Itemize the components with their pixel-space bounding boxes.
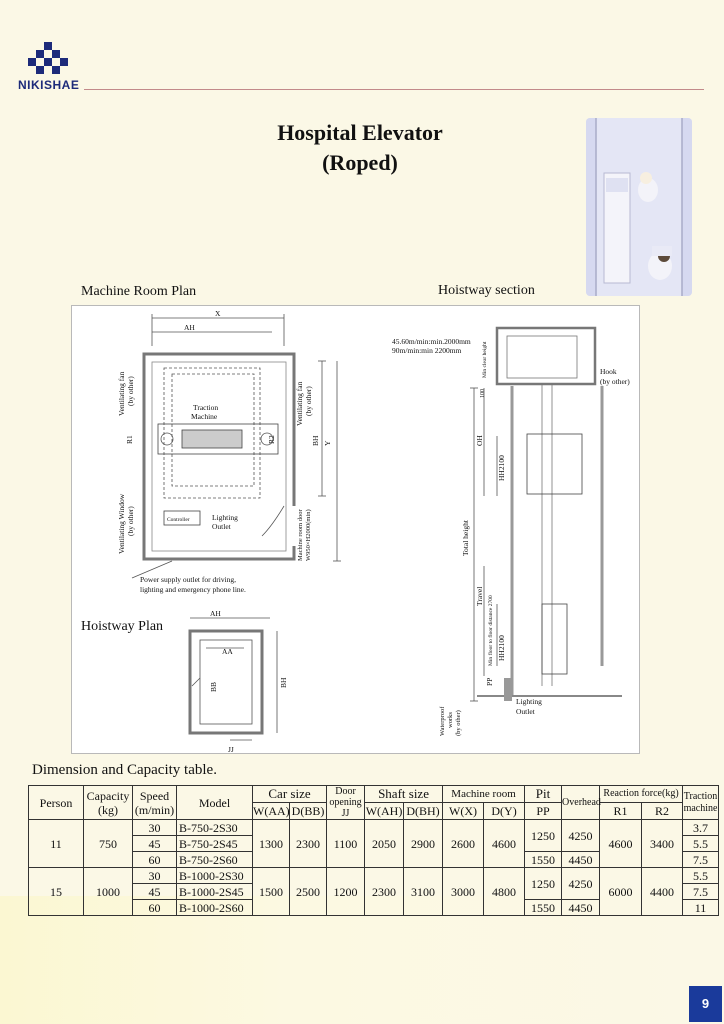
hdr-speed-text: Speed <box>139 788 170 803</box>
g0-r1: 4600 <box>600 820 642 868</box>
vent-fan-left-2: (by other) <box>126 376 135 406</box>
power-note-2: lighting and emergency phone line. <box>140 585 246 594</box>
oh-label: OH <box>475 435 484 446</box>
g0-r0-model: B-750-2S30 <box>177 820 253 836</box>
g0-oh-a: 4250 <box>562 820 600 852</box>
speed-note-2: 90m/min:min 2200mm <box>392 346 462 355</box>
vent-window-1: Ventilating Window <box>117 493 126 554</box>
g0-capacity: 750 <box>84 820 133 868</box>
hdr-capacity-text: Capacity <box>86 788 130 803</box>
hp-bh-label: BH <box>279 677 288 688</box>
elevator-photo-illustration <box>586 118 692 296</box>
g1-r2: 4400 <box>642 868 683 916</box>
r1-label: R1 <box>125 435 134 444</box>
travel-label: Travel <box>475 586 484 606</box>
g0-mr-w: 2600 <box>443 820 484 868</box>
vent-window-2: (by other) <box>126 506 135 536</box>
g0-pit-b: 1550 <box>525 852 562 868</box>
r2-label: R2 <box>267 435 276 444</box>
hdr-speed-unit: (m/min) <box>134 802 175 817</box>
g1-shaft-d: 3100 <box>404 868 443 916</box>
dimension-capacity-table <box>28 785 719 916</box>
g0-r2: 3400 <box>642 820 683 868</box>
traction-label-2: Machine <box>191 412 218 421</box>
lighting-label-2: Outlet <box>212 522 231 531</box>
brand-name: NIKISHAE <box>18 78 80 92</box>
waterproof-1: Waterproof <box>439 706 446 736</box>
g1-r1: 6000 <box>600 868 642 916</box>
g1-car-w: 1500 <box>253 868 290 916</box>
hdr-traction-1: Traction <box>683 790 718 802</box>
g1-shaft-w: 2300 <box>365 868 404 916</box>
jj-label: JJ <box>228 745 234 753</box>
g1-r2-model: B-1000-2S60 <box>177 900 253 916</box>
hdr-traction-2: machine <box>683 802 718 814</box>
hdr-traction <box>683 786 719 820</box>
g0-r1-model: B-750-2S45 <box>177 836 253 852</box>
g0-r1-speed: 45 <box>133 836 177 852</box>
hdr-overhead: Overhead <box>562 786 600 820</box>
g1-r1-model: B-1000-2S45 <box>177 884 253 900</box>
hdr-speed <box>133 786 177 820</box>
hdr-door-2: opening <box>329 797 362 808</box>
power-note-1: Power supply outlet for driving, <box>140 575 237 584</box>
y-dim-label: Y <box>323 440 332 446</box>
vent-fan-right-1: Ventilating fan <box>295 381 304 426</box>
hdr-shaft-w: W(AH) <box>365 804 403 818</box>
g1-car-d: 2500 <box>290 868 327 916</box>
bb-label: BB <box>209 681 218 692</box>
min-clear-label: Min clear height <box>482 341 488 378</box>
drawing-svg <box>72 306 639 753</box>
vent-fan-right-2: (by other) <box>304 386 313 416</box>
min-floor-label: Min floor to floor distance 2700 <box>488 595 494 666</box>
hdr-r2: R2 <box>642 803 683 820</box>
controller-label: Controller <box>167 517 190 523</box>
g1-r0-traction: 5.5 <box>683 868 719 884</box>
hdr-pit-pp: PP <box>525 803 562 820</box>
aa-label: AA <box>222 647 233 656</box>
hundred-label: 100 <box>480 389 486 398</box>
g0-r0-speed: 30 <box>133 820 177 836</box>
total-height-label: Total height <box>461 520 470 556</box>
g1-r1-speed: 45 <box>133 884 177 900</box>
page-title <box>190 118 530 178</box>
hdr-reaction: Reaction force(kg) <box>600 786 683 803</box>
g1-r0-speed: 30 <box>133 868 177 884</box>
hdr-capacity-unit: (kg) <box>98 802 118 817</box>
g1-oh-a: 4250 <box>562 868 600 900</box>
g1-person: 15 <box>29 868 84 916</box>
hdr-person-text: Person <box>39 795 73 810</box>
speed-note-1: 45.60m/min:min.2000mm <box>392 337 471 346</box>
hdr-door <box>327 786 365 820</box>
mr-door-label-2: W950×H2000(min) <box>305 509 312 561</box>
hdr-mr-d: D(Y) <box>484 803 525 820</box>
hdr-shaft-d: D(BH) <box>404 803 443 820</box>
hh-label-lower: HH2100 <box>497 635 506 661</box>
g0-door: 1100 <box>327 820 365 868</box>
g1-pit-b: 1550 <box>525 900 562 916</box>
g0-pit-a: 1250 <box>525 820 562 852</box>
light-outlet-2: Outlet <box>516 707 535 716</box>
hdr-car-w: W(AA) <box>253 804 290 818</box>
hdr-capacity <box>84 786 133 820</box>
lighting-label-1: Lighting <box>212 513 238 522</box>
hdr-door-1: Door <box>335 786 356 797</box>
hdr-model <box>177 786 253 820</box>
g1-door: 1200 <box>327 868 365 916</box>
g1-capacity: 1000 <box>84 868 133 916</box>
light-outlet-1: Lighting <box>516 697 542 706</box>
g0-r1-traction: 5.5 <box>683 836 719 852</box>
g0-mr-d: 4600 <box>484 820 525 868</box>
traction-label-1: Traction <box>193 403 219 412</box>
hh-label-upper: HH2100 <box>497 455 506 481</box>
g0-person: 11 <box>29 820 84 868</box>
g1-mr-d: 4800 <box>484 868 525 916</box>
technical-drawing <box>71 305 640 754</box>
hdr-car-d: D(BB) <box>290 803 327 820</box>
hdr-r1: R1 <box>600 803 642 820</box>
g0-r2-traction: 7.5 <box>683 852 719 868</box>
ah-dim-label: AH <box>184 323 195 332</box>
g1-oh-b: 4450 <box>562 900 600 916</box>
g0-car-w: 1300 <box>253 820 290 868</box>
page-number: 9 <box>689 986 722 1022</box>
g0-shaft-w: 2050 <box>365 820 404 868</box>
hook-label-1: Hook <box>600 367 617 376</box>
table-caption: Dimension and Capacity table. <box>32 762 217 778</box>
hdr-machine-room: Machine room <box>443 786 525 803</box>
g1-r2-speed: 60 <box>133 900 177 916</box>
hdr-person <box>29 786 84 820</box>
g1-mr-w: 3000 <box>443 868 484 916</box>
hdr-mr-w: W(X) <box>443 803 484 820</box>
hoistway-plan-label: Hoistway Plan <box>81 619 164 634</box>
waterproof-2: works <box>447 712 454 728</box>
hdr-shaft-size: Shaft size <box>365 786 443 803</box>
brand-logo-icon <box>24 40 72 78</box>
hdr-car-size: Car size <box>253 786 327 803</box>
hdr-pit: Pit <box>525 786 562 803</box>
mr-door-label-1: Machine room door <box>297 509 304 561</box>
title-line-1: Hospital Elevator <box>277 120 443 145</box>
vent-fan-left-1: Ventilating fan <box>117 371 126 416</box>
g1-r0-model: B-1000-2S30 <box>177 868 253 884</box>
g1-r2-traction: 11 <box>683 900 719 916</box>
g0-car-d: 2300 <box>290 820 327 868</box>
pp-label: PP <box>485 677 494 686</box>
machine-room-plan-label: Machine Room Plan <box>81 284 197 299</box>
hdr-model-text: Model <box>198 795 231 810</box>
title-line-2: (Roped) <box>322 150 398 175</box>
g0-shaft-d: 2900 <box>404 820 443 868</box>
hp-ah-label: AH <box>210 609 221 618</box>
elevator-photo <box>586 118 692 296</box>
g1-pit-a: 1250 <box>525 868 562 900</box>
hook-label-2: (by other) <box>600 377 630 386</box>
x-dim-label: X <box>215 309 221 318</box>
hoistway-section-label: Hoistway section <box>438 283 535 298</box>
bh-dim-label: BH <box>311 435 320 446</box>
g0-r0-traction: 3.7 <box>683 820 719 836</box>
g0-oh-b: 4450 <box>562 852 600 868</box>
g0-r2-model: B-750-2S60 <box>177 852 253 868</box>
waterproof-3: (by other) <box>455 710 462 736</box>
hdr-door-3: JJ <box>341 808 350 819</box>
g0-r2-speed: 60 <box>133 852 177 868</box>
g1-r1-traction: 7.5 <box>683 884 719 900</box>
header-divider <box>84 89 704 90</box>
